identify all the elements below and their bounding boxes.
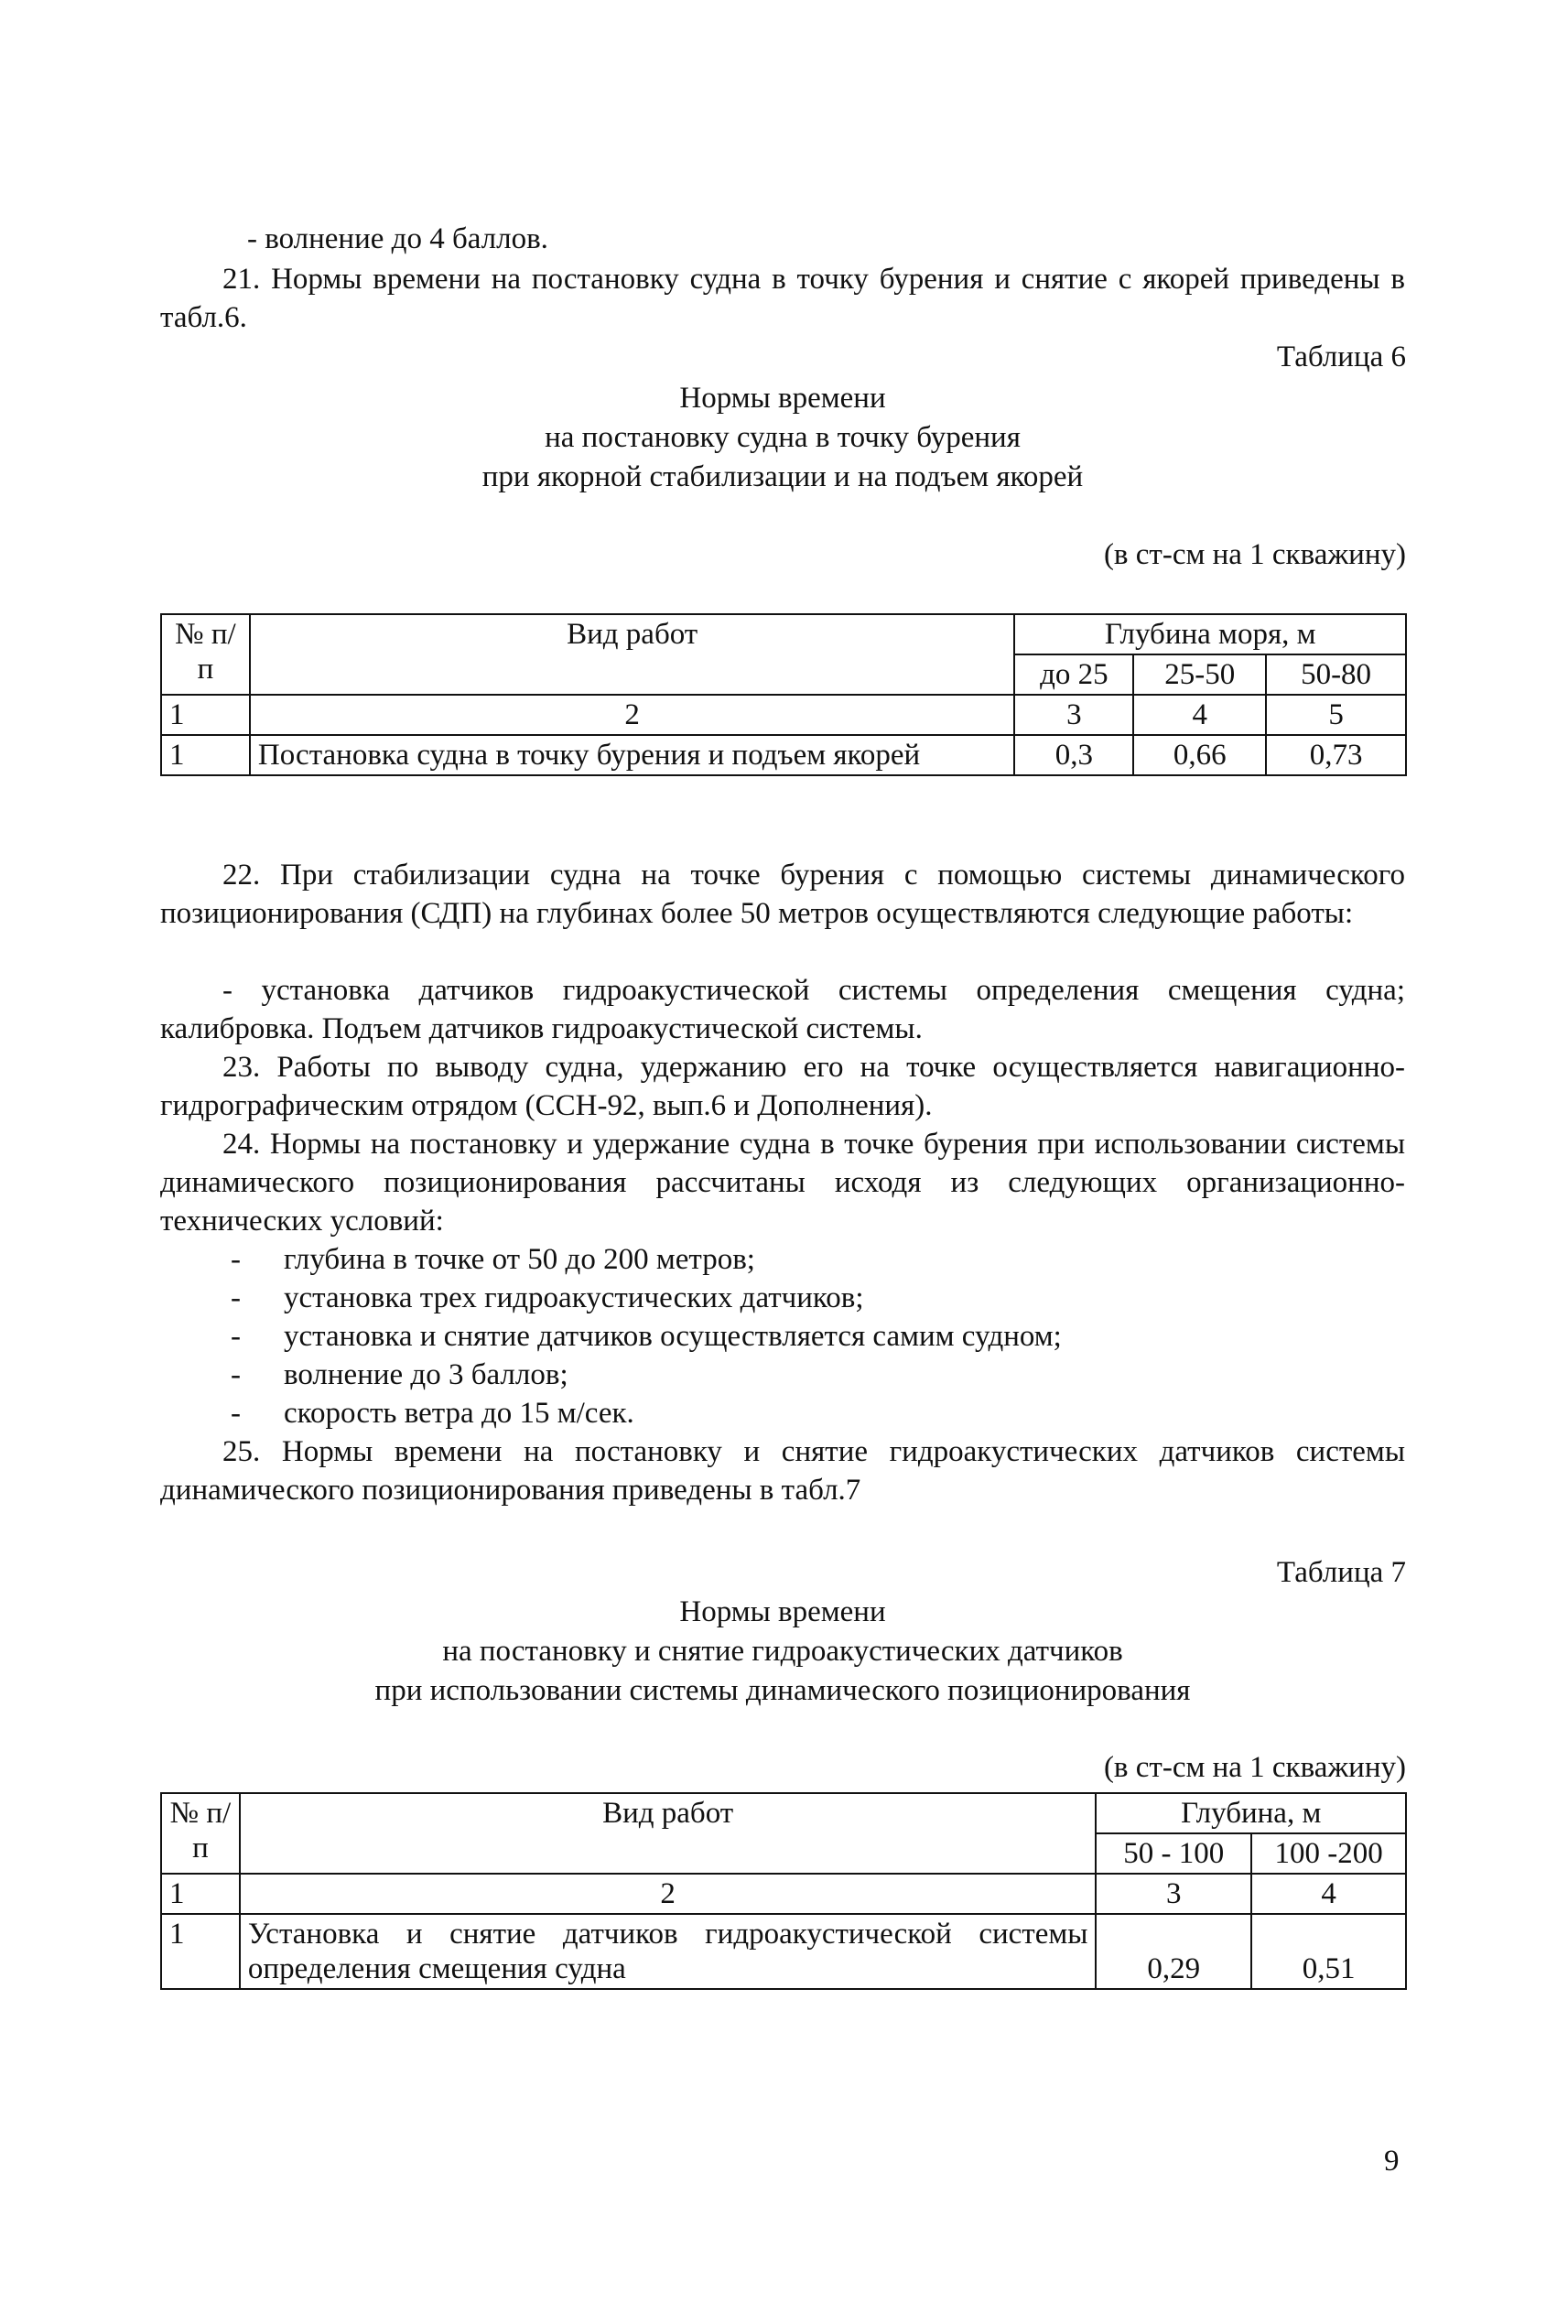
list-bullet: - (231, 1243, 241, 1276)
table7-title-line: Нормы времени (679, 1595, 886, 1628)
list-bullet: - (231, 1281, 241, 1314)
table6-unit: (в ст-см на 1 скважину) (1103, 538, 1406, 571)
table6-header-depth: Глубина моря, м (1014, 614, 1406, 654)
table7-header-work: Вид работ (240, 1793, 1097, 1874)
table6-row-value: 0,73 (1266, 735, 1406, 775)
page-number: 9 (1384, 2145, 1400, 2178)
paragraph-25: 25. Нормы времени на постановку и снятие гидроакустических датчиков системы динамического позиционирования приведены в табл.7 (160, 1435, 1405, 1507)
list-item: глубина в точке от 50 до 200 метров; (284, 1243, 755, 1276)
table7-title-line: на постановку и снятие гидроакустических датчиков (442, 1635, 1123, 1668)
table7-label: Таблица 7 (1276, 1556, 1406, 1589)
table6-index-cell: 1 (161, 695, 250, 735)
table7-row-work: Установка и снятие датчиков гидроакустической системы определения смещения судна (240, 1914, 1097, 1989)
table-6 (160, 613, 1407, 776)
table6-title-line: Нормы времени (679, 382, 886, 415)
table6-depth-col: до 25 (1014, 654, 1133, 695)
table7-index-row (161, 1874, 1406, 1914)
table6-index-row (161, 695, 1406, 735)
table7-depth-col: 50 - 100 (1096, 1833, 1251, 1874)
paragraph-23: 23. Работы по выводу судна, удержанию его на точке осуществляется навигационно-гидрографическим отрядом (ССН-92, вып.6 и Дополнения). (160, 1051, 1405, 1122)
table6-header-work: Вид работ (250, 614, 1015, 695)
paragraph-22: 22. При стабилизации судна на точке бурения с помощью системы динамического позиционирования (СДП) на глубинах более 50 метров осуществляются следующие работы: (160, 859, 1405, 930)
paragraph-21: 21. Нормы времени на постановку судна в точку бурения и снятие с якорей приведены в табл.6. (160, 263, 1405, 334)
table6-index-cell: 4 (1133, 695, 1266, 735)
list-bullet: - (231, 1320, 241, 1353)
list-item: установка трех гидроакустических датчиков; (284, 1281, 864, 1314)
table7-depth-col: 100 -200 (1251, 1833, 1406, 1874)
list-bullet: - (231, 1397, 241, 1430)
table7-header-no: № п/п (161, 1793, 240, 1874)
table6-title-line: при якорной стабилизации и на подъем якорей (481, 460, 1084, 493)
table6-row-value: 0,66 (1133, 735, 1266, 775)
paragraph-22-item: - установка датчиков гидроакустической системы определения смещения судна; калибровка. Подъем датчиков гидроакустической системы. (160, 974, 1405, 1045)
intro-line: - волнение до 4 баллов. (247, 222, 548, 255)
table6-row-value: 0,3 (1014, 735, 1133, 775)
table6-depth-col: 50-80 (1266, 654, 1406, 695)
table7-row-value: 0,51 (1251, 1914, 1406, 1989)
table6-title-line: на постановку судна в точку бурения (545, 421, 1021, 454)
table6-index-cell: 5 (1266, 695, 1406, 735)
table7-row-value: 0,29 (1096, 1914, 1251, 1989)
table-row (161, 735, 1406, 775)
list-item: скорость ветра до 15 м/сек. (284, 1397, 634, 1430)
table7-index-cell: 3 (1096, 1874, 1251, 1914)
table7-index-cell: 4 (1251, 1874, 1406, 1914)
table7-index-cell: 2 (240, 1874, 1097, 1914)
table6-label: Таблица 6 (1276, 340, 1406, 373)
list-item: установка и снятие датчиков осуществляется самим судном; (284, 1320, 1062, 1353)
table7-unit: (в ст-см на 1 скважину) (1103, 1751, 1406, 1784)
table7-title-line: при использовании системы динамического позиционирования (374, 1674, 1191, 1707)
table7-row-no: 1 (161, 1914, 240, 1989)
list-item: волнение до 3 баллов; (284, 1358, 568, 1391)
list-bullet: - (231, 1358, 241, 1391)
paragraph-24: 24. Нормы на постановку и удержание судна в точке бурения при использовании системы динамического позиционирования рассчитаны исходя из следующих организационно-технических условий: (160, 1128, 1405, 1238)
table7-title (160, 1593, 1405, 1711)
table7-header-depth: Глубина, м (1096, 1793, 1406, 1833)
table6-header-no: № п/п (161, 614, 250, 695)
table6-depth-col: 25-50 (1133, 654, 1266, 695)
table6-title (160, 379, 1405, 497)
table6-row-no: 1 (161, 735, 250, 775)
table6-index-cell: 3 (1014, 695, 1133, 735)
table7-index-cell: 1 (161, 1874, 240, 1914)
table-row (161, 1914, 1406, 1989)
table6-index-cell: 2 (250, 695, 1015, 735)
table6-row-work: Постановка судна в точку бурения и подъем якорей (250, 735, 1015, 775)
table-7 (160, 1792, 1407, 1990)
